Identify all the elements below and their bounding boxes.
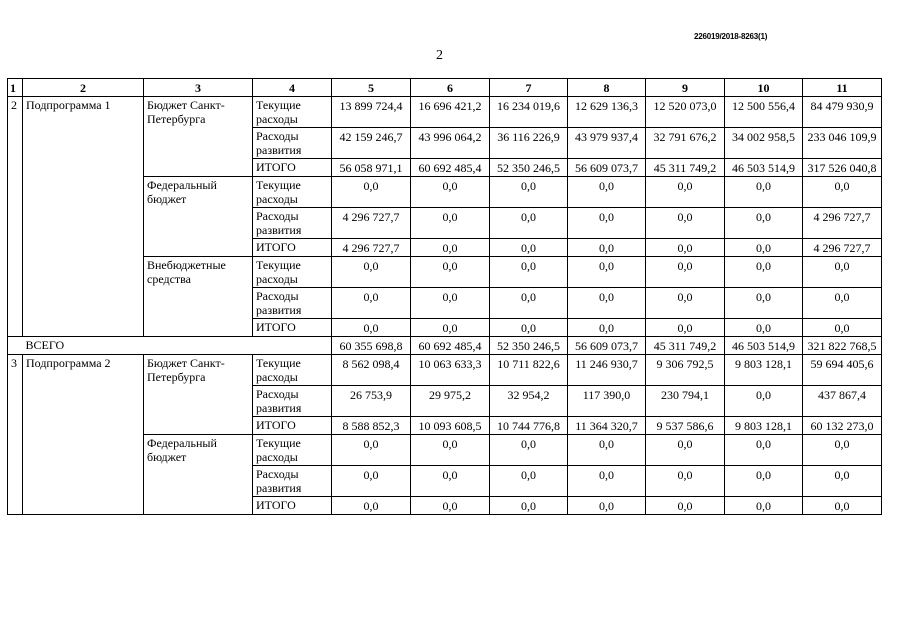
column-header: 3 (144, 79, 253, 97)
column-header: 10 (725, 79, 803, 97)
expense-type: ИТОГО (253, 319, 332, 337)
value-cell: 0,0 (803, 466, 882, 497)
value-cell: 12 629 136,3 (568, 97, 646, 128)
total-value-cell: 46 503 514,9 (725, 337, 803, 355)
expense-type: Текущие расходы (253, 257, 332, 288)
column-header: 9 (646, 79, 725, 97)
program-number: 2 (8, 97, 23, 337)
column-header: 1 (8, 79, 23, 97)
value-cell: 56 058 971,1 (332, 159, 411, 177)
value-cell: 0,0 (725, 386, 803, 417)
value-cell: 0,0 (332, 435, 411, 466)
value-cell: 43 996 064,2 (411, 128, 490, 159)
value-cell: 0,0 (490, 239, 568, 257)
expense-type: Расходы развития (253, 466, 332, 497)
value-cell: 0,0 (803, 288, 882, 319)
column-header: 8 (568, 79, 646, 97)
value-cell: 0,0 (803, 319, 882, 337)
total-row (8, 337, 882, 355)
expense-type: Текущие расходы (253, 355, 332, 386)
value-cell: 0,0 (568, 239, 646, 257)
value-cell: 36 116 226,9 (490, 128, 568, 159)
value-cell: 233 046 109,9 (803, 128, 882, 159)
table-row (8, 97, 882, 128)
value-cell: 84 479 930,9 (803, 97, 882, 128)
header-row (8, 79, 882, 97)
funding-source: Бюджет Санкт-Петербурга (144, 97, 253, 177)
value-cell: 0,0 (411, 319, 490, 337)
document-number: 226019/2018-8263(1) (694, 32, 768, 41)
total-value-cell: 56 609 073,7 (568, 337, 646, 355)
value-cell: 437 867,4 (803, 386, 882, 417)
value-cell: 0,0 (646, 319, 725, 337)
value-cell: 59 694 405,6 (803, 355, 882, 386)
value-cell: 9 803 128,1 (725, 355, 803, 386)
value-cell: 0,0 (411, 177, 490, 208)
total-value-cell: 52 350 246,5 (490, 337, 568, 355)
value-cell: 16 234 019,6 (490, 97, 568, 128)
expense-type: Текущие расходы (253, 97, 332, 128)
value-cell: 230 794,1 (646, 386, 725, 417)
value-cell: 117 390,0 (568, 386, 646, 417)
value-cell: 0,0 (490, 288, 568, 319)
value-cell: 4 296 727,7 (332, 239, 411, 257)
value-cell: 4 296 727,7 (803, 239, 882, 257)
value-cell: 0,0 (411, 257, 490, 288)
value-cell: 60 692 485,4 (411, 159, 490, 177)
total-value-cell: 45 311 749,2 (646, 337, 725, 355)
value-cell: 10 063 633,3 (411, 355, 490, 386)
value-cell: 4 296 727,7 (332, 208, 411, 239)
value-cell: 56 609 073,7 (568, 159, 646, 177)
expense-type: ИТОГО (253, 239, 332, 257)
value-cell: 0,0 (568, 177, 646, 208)
value-cell: 0,0 (411, 497, 490, 515)
value-cell: 0,0 (725, 177, 803, 208)
value-cell: 0,0 (490, 435, 568, 466)
column-header: 7 (490, 79, 568, 97)
value-cell: 0,0 (646, 466, 725, 497)
expense-type: Расходы развития (253, 386, 332, 417)
expense-type: ИТОГО (253, 159, 332, 177)
value-cell: 12 500 556,4 (725, 97, 803, 128)
value-cell: 0,0 (332, 257, 411, 288)
value-cell: 0,0 (646, 257, 725, 288)
value-cell: 0,0 (725, 497, 803, 515)
total-value-cell: 60 355 698,8 (332, 337, 411, 355)
value-cell: 0,0 (490, 497, 568, 515)
value-cell: 0,0 (568, 288, 646, 319)
value-cell: 0,0 (568, 435, 646, 466)
value-cell: 16 696 421,2 (411, 97, 490, 128)
value-cell: 13 899 724,4 (332, 97, 411, 128)
value-cell: 0,0 (725, 435, 803, 466)
page-number: 2 (436, 48, 443, 63)
total-value-cell: 60 692 485,4 (411, 337, 490, 355)
value-cell: 0,0 (725, 466, 803, 497)
value-cell: 10 744 776,8 (490, 417, 568, 435)
value-cell: 9 803 128,1 (725, 417, 803, 435)
value-cell: 0,0 (646, 435, 725, 466)
total-value-cell: 321 822 768,5 (803, 337, 882, 355)
expense-type: Расходы развития (253, 288, 332, 319)
total-label: ВСЕГО (23, 337, 332, 355)
value-cell: 0,0 (490, 257, 568, 288)
value-cell: 0,0 (490, 466, 568, 497)
value-cell: 4 296 727,7 (803, 208, 882, 239)
value-cell: 32 954,2 (490, 386, 568, 417)
budget-table (7, 78, 882, 515)
value-cell: 0,0 (332, 177, 411, 208)
value-cell: 8 562 098,4 (332, 355, 411, 386)
value-cell: 8 588 852,3 (332, 417, 411, 435)
expense-type: Расходы развития (253, 128, 332, 159)
value-cell: 0,0 (725, 319, 803, 337)
value-cell: 60 132 273,0 (803, 417, 882, 435)
expense-type: ИТОГО (253, 417, 332, 435)
value-cell: 0,0 (332, 466, 411, 497)
value-cell: 26 753,9 (332, 386, 411, 417)
column-header: 5 (332, 79, 411, 97)
value-cell: 0,0 (332, 288, 411, 319)
program-name: Подпрограмма 2 (23, 355, 144, 515)
value-cell: 10 711 822,6 (490, 355, 568, 386)
value-cell: 45 311 749,2 (646, 159, 725, 177)
value-cell: 34 002 958,5 (725, 128, 803, 159)
value-cell: 0,0 (725, 239, 803, 257)
expense-type: Расходы развития (253, 208, 332, 239)
funding-source: Федеральный бюджет (144, 435, 253, 515)
value-cell: 0,0 (332, 497, 411, 515)
value-cell: 9 306 792,5 (646, 355, 725, 386)
value-cell: 11 246 930,7 (568, 355, 646, 386)
value-cell: 29 975,2 (411, 386, 490, 417)
value-cell: 0,0 (490, 319, 568, 337)
value-cell: 43 979 937,4 (568, 128, 646, 159)
value-cell: 0,0 (803, 257, 882, 288)
value-cell: 317 526 040,8 (803, 159, 882, 177)
value-cell: 0,0 (568, 319, 646, 337)
value-cell: 0,0 (568, 497, 646, 515)
funding-source: Федеральный бюджет (144, 177, 253, 257)
value-cell: 0,0 (803, 435, 882, 466)
table-row (8, 355, 882, 386)
expense-type: Текущие расходы (253, 177, 332, 208)
column-header: 11 (803, 79, 882, 97)
value-cell: 32 791 676,2 (646, 128, 725, 159)
value-cell: 0,0 (490, 177, 568, 208)
value-cell: 0,0 (725, 288, 803, 319)
value-cell: 0,0 (332, 319, 411, 337)
value-cell: 0,0 (411, 239, 490, 257)
value-cell: 0,0 (646, 239, 725, 257)
value-cell: 0,0 (411, 466, 490, 497)
value-cell: 0,0 (646, 288, 725, 319)
value-cell: 52 350 246,5 (490, 159, 568, 177)
column-header: 4 (253, 79, 332, 97)
value-cell: 0,0 (411, 288, 490, 319)
value-cell: 0,0 (803, 497, 882, 515)
value-cell: 12 520 073,0 (646, 97, 725, 128)
value-cell: 11 364 320,7 (568, 417, 646, 435)
value-cell: 0,0 (568, 466, 646, 497)
expense-type: ИТОГО (253, 497, 332, 515)
expense-type: Текущие расходы (253, 435, 332, 466)
value-cell: 0,0 (411, 435, 490, 466)
value-cell: 9 537 586,6 (646, 417, 725, 435)
value-cell: 0,0 (490, 208, 568, 239)
funding-source: Внебюджетные средства (144, 257, 253, 337)
program-number: 3 (8, 355, 23, 515)
column-header: 2 (23, 79, 144, 97)
value-cell: 0,0 (411, 208, 490, 239)
value-cell: 46 503 514,9 (725, 159, 803, 177)
value-cell: 10 093 608,5 (411, 417, 490, 435)
column-header: 6 (411, 79, 490, 97)
value-cell: 0,0 (646, 497, 725, 515)
program-name: Подпрограмма 1 (23, 97, 144, 337)
value-cell: 0,0 (568, 257, 646, 288)
funding-source: Бюджет Санкт-Петербурга (144, 355, 253, 435)
value-cell: 0,0 (568, 208, 646, 239)
value-cell: 0,0 (803, 177, 882, 208)
value-cell: 0,0 (725, 257, 803, 288)
value-cell: 42 159 246,7 (332, 128, 411, 159)
value-cell: 0,0 (646, 208, 725, 239)
value-cell: 0,0 (725, 208, 803, 239)
value-cell: 0,0 (646, 177, 725, 208)
